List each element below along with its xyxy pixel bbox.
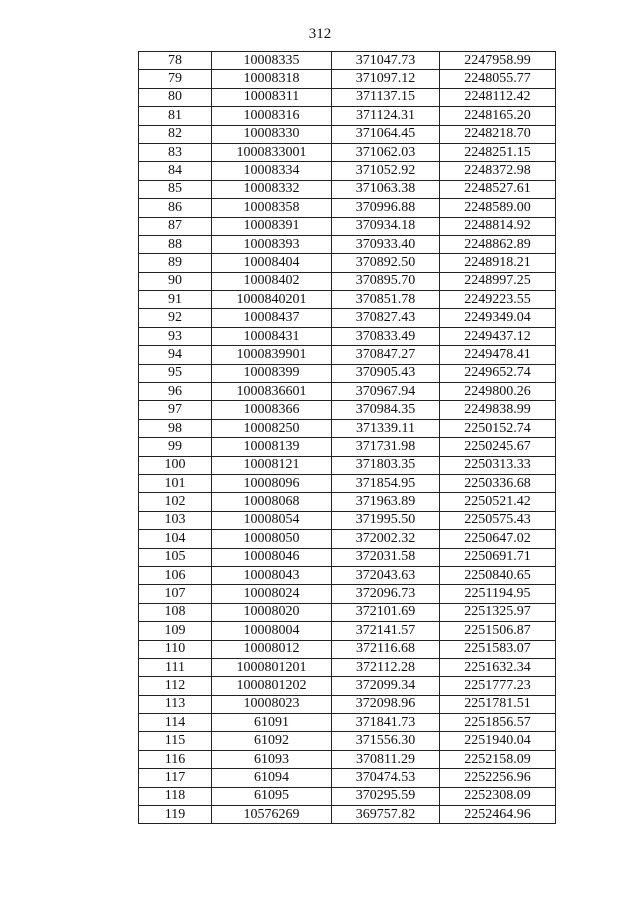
table-row [139, 677, 556, 695]
y-coordinate-cell: 2248112.42 [440, 88, 556, 106]
x-coordinate-cell: 370967.94 [332, 383, 440, 401]
row-number-cell: 109 [139, 622, 212, 640]
y-coordinate-cell: 2251781.51 [440, 695, 556, 713]
row-number-cell: 102 [139, 493, 212, 511]
x-coordinate-cell: 370811.29 [332, 750, 440, 768]
point-id-cell: 1000801201 [212, 658, 332, 676]
point-id-cell: 61091 [212, 714, 332, 732]
table-row [139, 125, 556, 143]
y-coordinate-cell: 2250575.43 [440, 511, 556, 529]
x-coordinate-cell: 370933.40 [332, 235, 440, 253]
row-number-cell: 88 [139, 235, 212, 253]
x-coordinate-cell: 370996.88 [332, 199, 440, 217]
y-coordinate-cell: 2250521.42 [440, 493, 556, 511]
point-id-cell: 10008311 [212, 88, 332, 106]
y-coordinate-cell: 2251583.07 [440, 640, 556, 658]
point-id-cell: 10008402 [212, 272, 332, 290]
y-coordinate-cell: 2249437.12 [440, 327, 556, 345]
row-number-cell: 97 [139, 401, 212, 419]
row-number-cell: 84 [139, 162, 212, 180]
x-coordinate-cell: 372096.73 [332, 585, 440, 603]
point-id-cell: 10008068 [212, 493, 332, 511]
point-id-cell: 1000840201 [212, 291, 332, 309]
table-row [139, 750, 556, 768]
row-number-cell: 115 [139, 732, 212, 750]
row-number-cell: 103 [139, 511, 212, 529]
point-id-cell: 10008399 [212, 364, 332, 382]
table-row [139, 714, 556, 732]
table-row [139, 640, 556, 658]
point-id-cell: 1000833001 [212, 143, 332, 161]
point-id-cell: 10008024 [212, 585, 332, 603]
row-number-cell: 85 [139, 180, 212, 198]
y-coordinate-cell: 2251856.57 [440, 714, 556, 732]
table-row [139, 235, 556, 253]
row-number-cell: 99 [139, 438, 212, 456]
y-coordinate-cell: 2248527.61 [440, 180, 556, 198]
point-id-cell: 10008330 [212, 125, 332, 143]
row-number-cell: 94 [139, 346, 212, 364]
row-number-cell: 83 [139, 143, 212, 161]
table-row [139, 419, 556, 437]
y-coordinate-cell: 2250691.71 [440, 548, 556, 566]
table-row [139, 52, 556, 70]
table-row [139, 585, 556, 603]
table-row [139, 401, 556, 419]
row-number-cell: 112 [139, 677, 212, 695]
point-id-cell: 1000801202 [212, 677, 332, 695]
point-id-cell: 10008431 [212, 327, 332, 345]
row-number-cell: 107 [139, 585, 212, 603]
row-number-cell: 96 [139, 383, 212, 401]
x-coordinate-cell: 371841.73 [332, 714, 440, 732]
point-id-cell: 10008046 [212, 548, 332, 566]
row-number-cell: 101 [139, 474, 212, 492]
table-row [139, 217, 556, 235]
x-coordinate-cell: 371963.89 [332, 493, 440, 511]
table-row [139, 658, 556, 676]
x-coordinate-cell: 371731.98 [332, 438, 440, 456]
y-coordinate-cell: 2250313.33 [440, 456, 556, 474]
x-coordinate-cell: 372101.69 [332, 603, 440, 621]
y-coordinate-cell: 2252308.09 [440, 787, 556, 805]
point-id-cell: 10008250 [212, 419, 332, 437]
y-coordinate-cell: 2252158.09 [440, 750, 556, 768]
table-row [139, 143, 556, 161]
x-coordinate-cell: 370895.70 [332, 272, 440, 290]
y-coordinate-cell: 2249349.04 [440, 309, 556, 327]
point-id-cell: 10008054 [212, 511, 332, 529]
y-coordinate-cell: 2251777.23 [440, 677, 556, 695]
row-number-cell: 104 [139, 530, 212, 548]
table-row [139, 456, 556, 474]
table-row [139, 511, 556, 529]
table-row [139, 364, 556, 382]
table-row [139, 272, 556, 290]
y-coordinate-cell: 2248862.89 [440, 235, 556, 253]
row-number-cell: 89 [139, 254, 212, 272]
y-coordinate-cell: 2249478.41 [440, 346, 556, 364]
table-row [139, 327, 556, 345]
x-coordinate-cell: 371995.50 [332, 511, 440, 529]
point-id-cell: 10008012 [212, 640, 332, 658]
point-id-cell: 10008437 [212, 309, 332, 327]
point-id-cell: 10008020 [212, 603, 332, 621]
point-id-cell: 10008318 [212, 70, 332, 88]
x-coordinate-cell: 370474.53 [332, 769, 440, 787]
x-coordinate-cell: 372099.34 [332, 677, 440, 695]
table-row [139, 787, 556, 805]
row-number-cell: 117 [139, 769, 212, 787]
table-row [139, 383, 556, 401]
table-row [139, 474, 556, 492]
table-row [139, 180, 556, 198]
row-number-cell: 95 [139, 364, 212, 382]
row-number-cell: 79 [139, 70, 212, 88]
y-coordinate-cell: 2251632.34 [440, 658, 556, 676]
x-coordinate-cell: 371064.45 [332, 125, 440, 143]
y-coordinate-cell: 2251506.87 [440, 622, 556, 640]
table-row [139, 530, 556, 548]
row-number-cell: 106 [139, 566, 212, 584]
point-id-cell: 10008139 [212, 438, 332, 456]
x-coordinate-cell: 371097.12 [332, 70, 440, 88]
table-row [139, 162, 556, 180]
point-id-cell: 10008096 [212, 474, 332, 492]
x-coordinate-cell: 371052.92 [332, 162, 440, 180]
y-coordinate-cell: 2249652.74 [440, 364, 556, 382]
row-number-cell: 98 [139, 419, 212, 437]
row-number-cell: 116 [139, 750, 212, 768]
x-coordinate-cell: 372031.58 [332, 548, 440, 566]
y-coordinate-cell: 2249223.55 [440, 291, 556, 309]
point-id-cell: 61095 [212, 787, 332, 805]
x-coordinate-cell: 369757.82 [332, 806, 440, 824]
row-number-cell: 92 [139, 309, 212, 327]
row-number-cell: 82 [139, 125, 212, 143]
x-coordinate-cell: 372141.57 [332, 622, 440, 640]
y-coordinate-cell: 2251940.04 [440, 732, 556, 750]
x-coordinate-cell: 370833.49 [332, 327, 440, 345]
table-row [139, 695, 556, 713]
y-coordinate-cell: 2252464.96 [440, 806, 556, 824]
x-coordinate-cell: 370827.43 [332, 309, 440, 327]
table-row [139, 622, 556, 640]
x-coordinate-cell: 371339.11 [332, 419, 440, 437]
row-number-cell: 87 [139, 217, 212, 235]
point-id-cell: 10008050 [212, 530, 332, 548]
table-row [139, 548, 556, 566]
x-coordinate-cell: 372112.28 [332, 658, 440, 676]
point-id-cell: 10008393 [212, 235, 332, 253]
row-number-cell: 113 [139, 695, 212, 713]
x-coordinate-cell: 370847.27 [332, 346, 440, 364]
point-id-cell: 1000836601 [212, 383, 332, 401]
x-coordinate-cell: 372002.32 [332, 530, 440, 548]
table-row [139, 566, 556, 584]
y-coordinate-cell: 2249800.26 [440, 383, 556, 401]
row-number-cell: 81 [139, 107, 212, 125]
x-coordinate-cell: 372116.68 [332, 640, 440, 658]
point-id-cell: 10008121 [212, 456, 332, 474]
table-row [139, 806, 556, 824]
table-row [139, 438, 556, 456]
y-coordinate-cell: 2247958.99 [440, 52, 556, 70]
y-coordinate-cell: 2248814.92 [440, 217, 556, 235]
x-coordinate-cell: 370851.78 [332, 291, 440, 309]
y-coordinate-cell: 2248997.25 [440, 272, 556, 290]
point-id-cell: 61093 [212, 750, 332, 768]
x-coordinate-cell: 370892.50 [332, 254, 440, 272]
row-number-cell: 105 [139, 548, 212, 566]
point-id-cell: 10008023 [212, 695, 332, 713]
table-row [139, 603, 556, 621]
table-row [139, 493, 556, 511]
point-id-cell: 10008404 [212, 254, 332, 272]
row-number-cell: 119 [139, 806, 212, 824]
point-id-cell: 1000839901 [212, 346, 332, 364]
x-coordinate-cell: 370295.59 [332, 787, 440, 805]
coordinates-table [138, 51, 556, 824]
x-coordinate-cell: 371137.15 [332, 88, 440, 106]
point-id-cell: 61092 [212, 732, 332, 750]
row-number-cell: 93 [139, 327, 212, 345]
y-coordinate-cell: 2248055.77 [440, 70, 556, 88]
y-coordinate-cell: 2248372.98 [440, 162, 556, 180]
page-number: 312 [308, 26, 332, 42]
point-id-cell: 10008316 [212, 107, 332, 125]
table-row [139, 309, 556, 327]
row-number-cell: 78 [139, 52, 212, 70]
row-number-cell: 90 [139, 272, 212, 290]
x-coordinate-cell: 370984.35 [332, 401, 440, 419]
table-row [139, 88, 556, 106]
x-coordinate-cell: 371063.38 [332, 180, 440, 198]
point-id-cell: 10008335 [212, 52, 332, 70]
y-coordinate-cell: 2251194.95 [440, 585, 556, 603]
point-id-cell: 10008043 [212, 566, 332, 584]
x-coordinate-cell: 371047.73 [332, 52, 440, 70]
x-coordinate-cell: 371803.35 [332, 456, 440, 474]
table-row [139, 254, 556, 272]
table-row [139, 732, 556, 750]
y-coordinate-cell: 2251325.97 [440, 603, 556, 621]
table-row [139, 70, 556, 88]
row-number-cell: 108 [139, 603, 212, 621]
y-coordinate-cell: 2248251.15 [440, 143, 556, 161]
table-row [139, 107, 556, 125]
row-number-cell: 114 [139, 714, 212, 732]
point-id-cell: 10008366 [212, 401, 332, 419]
point-id-cell: 10008004 [212, 622, 332, 640]
x-coordinate-cell: 371556.30 [332, 732, 440, 750]
row-number-cell: 80 [139, 88, 212, 106]
point-id-cell: 61094 [212, 769, 332, 787]
y-coordinate-cell: 2252256.96 [440, 769, 556, 787]
x-coordinate-cell: 370934.18 [332, 217, 440, 235]
row-number-cell: 86 [139, 199, 212, 217]
point-id-cell: 10576269 [212, 806, 332, 824]
point-id-cell: 10008334 [212, 162, 332, 180]
x-coordinate-cell: 371854.95 [332, 474, 440, 492]
table-row [139, 199, 556, 217]
x-coordinate-cell: 372098.96 [332, 695, 440, 713]
row-number-cell: 111 [139, 658, 212, 676]
table-row [139, 769, 556, 787]
y-coordinate-cell: 2250336.68 [440, 474, 556, 492]
y-coordinate-cell: 2250647.02 [440, 530, 556, 548]
row-number-cell: 100 [139, 456, 212, 474]
row-number-cell: 110 [139, 640, 212, 658]
table-row [139, 346, 556, 364]
y-coordinate-cell: 2250245.67 [440, 438, 556, 456]
y-coordinate-cell: 2248918.21 [440, 254, 556, 272]
coordinates-table-body [139, 52, 556, 824]
x-coordinate-cell: 372043.63 [332, 566, 440, 584]
y-coordinate-cell: 2250840.65 [440, 566, 556, 584]
point-id-cell: 10008358 [212, 199, 332, 217]
point-id-cell: 10008391 [212, 217, 332, 235]
row-number-cell: 118 [139, 787, 212, 805]
x-coordinate-cell: 371062.03 [332, 143, 440, 161]
x-coordinate-cell: 371124.31 [332, 107, 440, 125]
y-coordinate-cell: 2248165.20 [440, 107, 556, 125]
x-coordinate-cell: 370905.43 [332, 364, 440, 382]
table-row [139, 291, 556, 309]
y-coordinate-cell: 2248589.00 [440, 199, 556, 217]
point-id-cell: 10008332 [212, 180, 332, 198]
row-number-cell: 91 [139, 291, 212, 309]
y-coordinate-cell: 2249838.99 [440, 401, 556, 419]
y-coordinate-cell: 2248218.70 [440, 125, 556, 143]
y-coordinate-cell: 2250152.74 [440, 419, 556, 437]
